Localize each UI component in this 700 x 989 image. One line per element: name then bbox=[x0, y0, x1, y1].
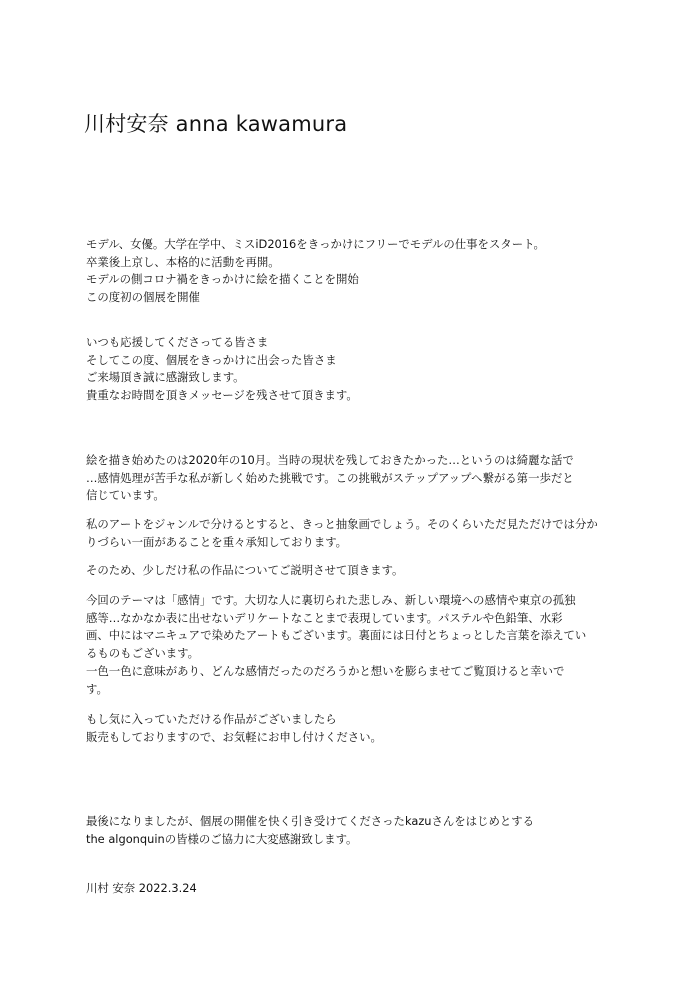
text-line: 私のアートをジャンルで分けるとすると、きっと抽象画でしょう。そのくらいただ見ただけでは分か bbox=[86, 517, 598, 531]
text-line: モデルの側コロナ禍をきっかけに絵を描くことを開始 bbox=[86, 272, 359, 286]
text-line: 絵を描き始めたのは2020年の10月。当時の現状を残しておきたかった…というのは綺麗な話で bbox=[86, 453, 574, 467]
paragraph-beginning bbox=[86, 452, 626, 505]
text-line: 卒業後上京し、本格的に活動を再開。 bbox=[86, 254, 280, 269]
document-title: 川村安奈 anna kawamura bbox=[84, 112, 348, 136]
text-line: るものもございます。 bbox=[86, 645, 199, 660]
paragraph-theme bbox=[86, 592, 626, 662]
text-line: す。 bbox=[86, 681, 108, 696]
paragraph-meaning bbox=[86, 663, 626, 698]
paragraph-genre bbox=[86, 516, 626, 551]
text-line: そのため、少しだけ私の作品についてご説明させて頂きます。 bbox=[86, 563, 404, 577]
text-line: いつも応援してくださってる皆さま bbox=[86, 335, 269, 349]
text-line: この度初の個展を開催 bbox=[86, 289, 200, 304]
text-line: モデル、女優。大学在学中、ミスiD2016をきっかけにフリーでモデルの仕事をスタート。 bbox=[86, 237, 545, 251]
text-line: the algonquinの皆様のご協力に大変感謝致します。 bbox=[86, 831, 358, 846]
paragraph-sales bbox=[86, 711, 626, 746]
text-line: りづらい一面があることを重々承知しております。 bbox=[86, 534, 348, 549]
text-line: 貴重なお時間を頂きメッセージを残させて頂きます。 bbox=[86, 387, 358, 402]
text-line: 一色一色に意味があり、どんな感情だったのだろうかと想いを膨らませてご覧頂けると幸いで bbox=[86, 664, 565, 678]
text-line: ご来場頂き誠に感謝致します。 bbox=[86, 370, 245, 384]
text-line: もし気に入っていただける作品がございましたら bbox=[86, 712, 337, 726]
text-line: 今回のテーマは「感情」です。大切な人に裏切られた悲しみ、新しい環境への感情や東京の孤独 bbox=[86, 593, 576, 607]
text-line: 最後になりましたが、個展の開催を快く引き受けてくださったkazuさんをはじめとする bbox=[86, 814, 535, 828]
paragraph-greeting bbox=[86, 334, 626, 404]
text-line: 販売もしておりますので、お気軽にお申し付けください。 bbox=[86, 729, 382, 744]
text-line: そしてこの度、個展をきっかけに出会った皆さま bbox=[86, 352, 337, 367]
text-line: 画、中にはマニキュアで染めたアートもございます。裏面には日付とちょっとした言葉を添えてい bbox=[86, 628, 587, 642]
paragraph-profile bbox=[86, 236, 626, 306]
signature-date: 川村 安奈 2022.3.24 bbox=[86, 881, 197, 895]
text-line: 感等…なかなか表に出せないデリケートなことまで表現しています。パステルや色鉛筆、水彩 bbox=[86, 610, 563, 625]
paragraph-explanation-intro bbox=[86, 562, 626, 580]
text-line: 信じています。 bbox=[86, 488, 165, 502]
text-line: …感情処理が苦手な私が新しく始めた挑戦です。この挑戦がステップアップへ繋がる第一歩だと bbox=[86, 470, 574, 485]
paragraph-thanks bbox=[86, 813, 626, 848]
